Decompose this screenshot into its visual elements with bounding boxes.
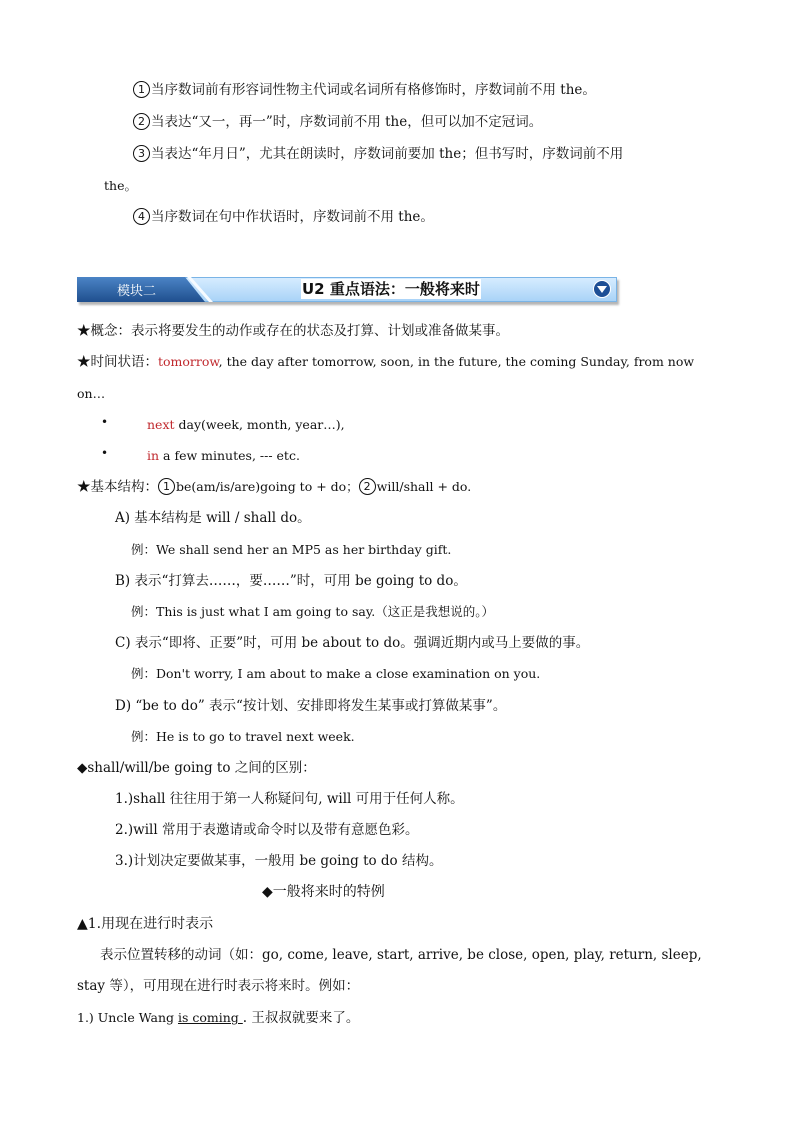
ordinal-rule-4 bbox=[133, 207, 434, 227]
keyword-in: in bbox=[147, 448, 160, 463]
time-adverbials-cont: on… bbox=[77, 386, 106, 401]
structure-label: ★基本结构： bbox=[77, 479, 158, 495]
rule-text: 当表达“年月日”，尤其在朗读时，序数词前要加 the；但书写时，序数词前不用 bbox=[151, 146, 624, 162]
special-paragraph: 表示位置转移的动词（如：go, come, leave, start, arrive, be close, open, play, return, sleep, bbox=[100, 947, 702, 963]
basic-structure bbox=[77, 477, 471, 497]
example-suffix: . 王叔叔就要来了。 bbox=[242, 1010, 360, 1026]
difference-2: 2.)will 常用于表邀请或命令时以及带有意愿色彩。 bbox=[115, 822, 419, 838]
time-bullet-next bbox=[147, 415, 345, 435]
example-c: 例：Don't worry, I am about to make a close examination on you. bbox=[131, 666, 541, 681]
ordinal-rule-3 bbox=[133, 144, 623, 164]
example-a: 例：We shall send her an MP5 as her birthday gift. bbox=[131, 542, 452, 557]
example-underlined: is coming bbox=[177, 1010, 243, 1025]
bullet: • bbox=[101, 415, 109, 429]
circled-number: 3 bbox=[133, 145, 150, 162]
structure-1: be(am/is/are)going to + do； bbox=[176, 479, 359, 494]
time-label: ★时间状语： bbox=[77, 354, 158, 370]
time-adverbials bbox=[77, 352, 694, 372]
structure-2: will/shall + do. bbox=[376, 479, 472, 494]
time-list: , the day after tomorrow, soon, in the future, the coming Sunday, from now bbox=[218, 354, 695, 369]
rule-text: 当序数词前有形容词性物主代词或名词所有格修饰时，序数词前不用 the。 bbox=[151, 82, 596, 98]
item-c: C) 表示“即将、正要”时，可用 be about to do。强调近期内或马上要做的事。 bbox=[115, 635, 590, 651]
example-prefix: 1.) Uncle Wang bbox=[77, 1010, 178, 1025]
circled-number: 2 bbox=[359, 478, 376, 495]
module-banner bbox=[77, 277, 617, 304]
section-title: U2 重点语法：一般将来时 bbox=[302, 280, 480, 298]
chevron-down-icon[interactable] bbox=[593, 280, 611, 298]
bullet-text: day(week, month, year…), bbox=[174, 417, 345, 432]
difference-heading: ◆shall/will/be going to 之间的区别： bbox=[77, 760, 316, 776]
keyword-next: next bbox=[147, 417, 175, 432]
circled-number: 1 bbox=[133, 81, 150, 98]
bullet-text: a few minutes, --- etc. bbox=[159, 448, 300, 463]
special-paragraph-cont: stay 等），可用现在进行时表示将来时。例如： bbox=[77, 978, 360, 994]
ordinal-rule-3-cont: the。 bbox=[104, 178, 137, 193]
difference-3: 3.)计划决定要做某事，一般用 be going to do 结构。 bbox=[115, 853, 443, 869]
keyword-tomorrow: tomorrow bbox=[158, 354, 219, 369]
special-subheading: ▲1.用现在进行时表示 bbox=[77, 916, 214, 932]
item-d: D) “be to do” 表示“按计划、安排即将发生某事或打算做某事”。 bbox=[115, 698, 507, 714]
concept-line: ★概念：表示将要发生的动作或存在的状态及打算、计划或准备做某事。 bbox=[77, 323, 509, 339]
example-b: 例：This is just what I am going to say.（这正是我想说的。） bbox=[131, 604, 494, 619]
module-label: 模块二 bbox=[117, 284, 157, 299]
difference-1: 1.)shall 往往用于第一人称疑问句, will 可用于任何人称。 bbox=[115, 791, 464, 807]
circled-number: 1 bbox=[158, 478, 175, 495]
circled-number: 4 bbox=[133, 208, 150, 225]
rule-text: 当表达“又一，再一”时，序数词前不用 the，但可以加不定冠词。 bbox=[151, 114, 543, 130]
special-heading: ◆一般将来时的特例 bbox=[262, 884, 385, 900]
ordinal-rule-1 bbox=[133, 80, 596, 100]
time-bullet-in bbox=[147, 446, 300, 466]
item-a: A) 基本结构是 will / shall do。 bbox=[115, 510, 311, 526]
special-example-1 bbox=[77, 1008, 359, 1028]
item-b: B) 表示“打算去……，要……”时，可用 be going to do。 bbox=[115, 573, 467, 589]
bullet: • bbox=[101, 446, 109, 460]
ordinal-rule-2 bbox=[133, 112, 542, 132]
circled-number: 2 bbox=[133, 113, 150, 130]
example-d: 例：He is to go to travel next week. bbox=[131, 729, 355, 744]
rule-text: 当序数词在句中作状语时，序数词前不用 the。 bbox=[151, 209, 434, 225]
